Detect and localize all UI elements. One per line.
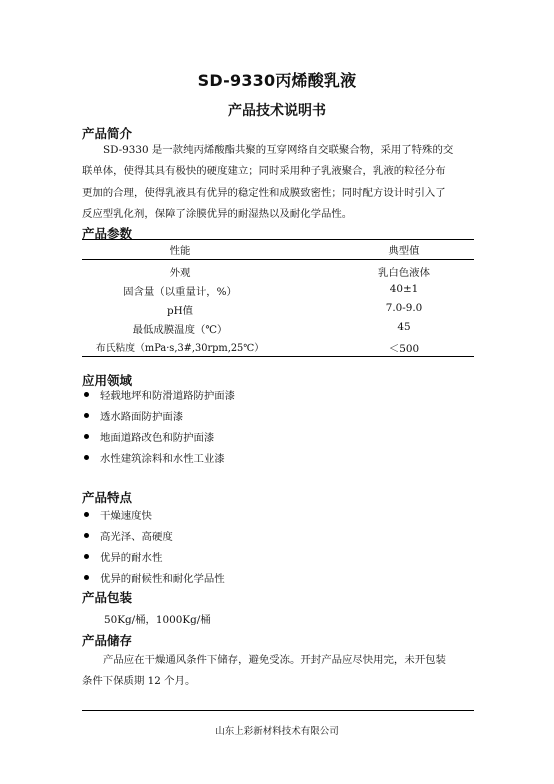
table-cell: 外观 [169,267,191,279]
bullet-icon [84,434,89,439]
table-cell: 45 [397,321,411,333]
table-cell: pH值 [166,305,194,317]
table-row [82,281,474,300]
table-cell: 最低成膜温度（℃） [132,324,228,336]
storage-paragraph [82,650,474,693]
packaging-heading: 产品包装 [82,590,133,605]
table-cell: ＜500 [388,343,420,355]
table-cell: 乳白色液体 [378,267,430,279]
packaging-text: 50Kg/桶，1000Kg/桶 [104,614,211,626]
document-subtitle: 产品技术说明书 [228,103,326,119]
intro-line: 更加的合理，使得乳液具有优异的稳定性和成膜致密性；同时配方设计时引入了 [82,186,446,199]
table-cell: 7.0-9.0 [385,302,423,314]
bullet-icon [84,455,89,460]
intro-line: SD-9330 是一款纯丙烯酸酯共聚的互穿网络自交联聚合物，采用了特殊的交 [103,144,454,156]
table-row [82,338,474,357]
table-row [82,319,474,338]
storage-line: 产品应在干燥通风条件下储存，避免受冻。开封产品应尽快用完，未开包装 [103,654,446,666]
table-cell: 40±1 [389,283,419,295]
applications-heading: 应用领域 [82,373,133,388]
bullet-icon [84,413,89,418]
features-heading: 产品特点 [82,490,133,505]
bullet-icon [84,512,89,517]
bullet-icon [84,554,89,559]
bullet-icon [84,575,89,580]
table-header-cell: 性能 [169,245,191,257]
params-heading: 产品参数 [82,226,133,241]
bullet-icon [84,533,89,538]
bullet-icon [84,392,89,397]
document-page: SD-9330丙烯酸乳液 产品技术说明书 产品简介 SD-9330 是一款纯丙烯酸酯共聚的互穿网络自交联聚合物，采用了特殊的交 联单体，使得其具有极快的硬度建立；同时采用种子乳液聚合，乳液的粒径分布 更加的合理，使得乳液具有优异的稳定性和成膜致密性；同时配方设计时引入了 反应型乳化剂，保障了涂膜优异的耐湿热以及耐化学品性。 产品参数 性能 典型值 外观 乳白色液体 固含量（以重量计，%） 40±1 pH值 7.0-9.0 最低成膜温度（℃） 45 布氏粘度（mPa·s,3#,30rpm,25℃） ＜500 应用领域 轻载地坪和防滑道路防护面漆 透水路面防护面漆 地面道路改色和防护面漆 水性建筑涂料和水性工业漆 产品特点 干燥速度快 高光泽、高硬度 优异的耐水性 优异的耐候性和耐化学品性 产品包装 50Kg/桶，1000Kg/桶 产品储存 产品应在干燥通风条件下储存，避免受冻。开封产品应尽快用完，未开包装 条件下保质期 12 个月。 山东上彩新材料技术有限公司 [0,0,554,784]
table-header-rule [82,259,474,260]
footer-company: 山东上彩新材料技术有限公司 [215,726,339,737]
table-cell: 固含量（以重量计，%） [123,286,237,298]
storage-line: 条件下保质期 12 个月。 [82,675,196,688]
intro-line: 联单体，使得其具有极快的硬度建立；同时采用种子乳液聚合，乳液的粒径分布 [82,165,446,178]
intro-heading: 产品简介 [82,126,133,141]
document-title: SD-9330丙烯酸乳液 [197,71,357,90]
intro-line: 反应型乳化剂，保障了涂膜优异的耐湿热以及耐化学品性。 [82,207,353,220]
table-header-cell: 典型值 [388,245,420,257]
intro-paragraph [82,140,474,225]
table-header-row [82,240,474,259]
storage-heading: 产品储存 [82,633,133,648]
table-row [82,262,474,281]
footer-rule [82,710,474,711]
table-cell: 布氏粘度（mPa·s,3#,30rpm,25℃） [95,343,265,354]
table-bottom-rule [82,356,474,357]
table-row [82,300,474,319]
